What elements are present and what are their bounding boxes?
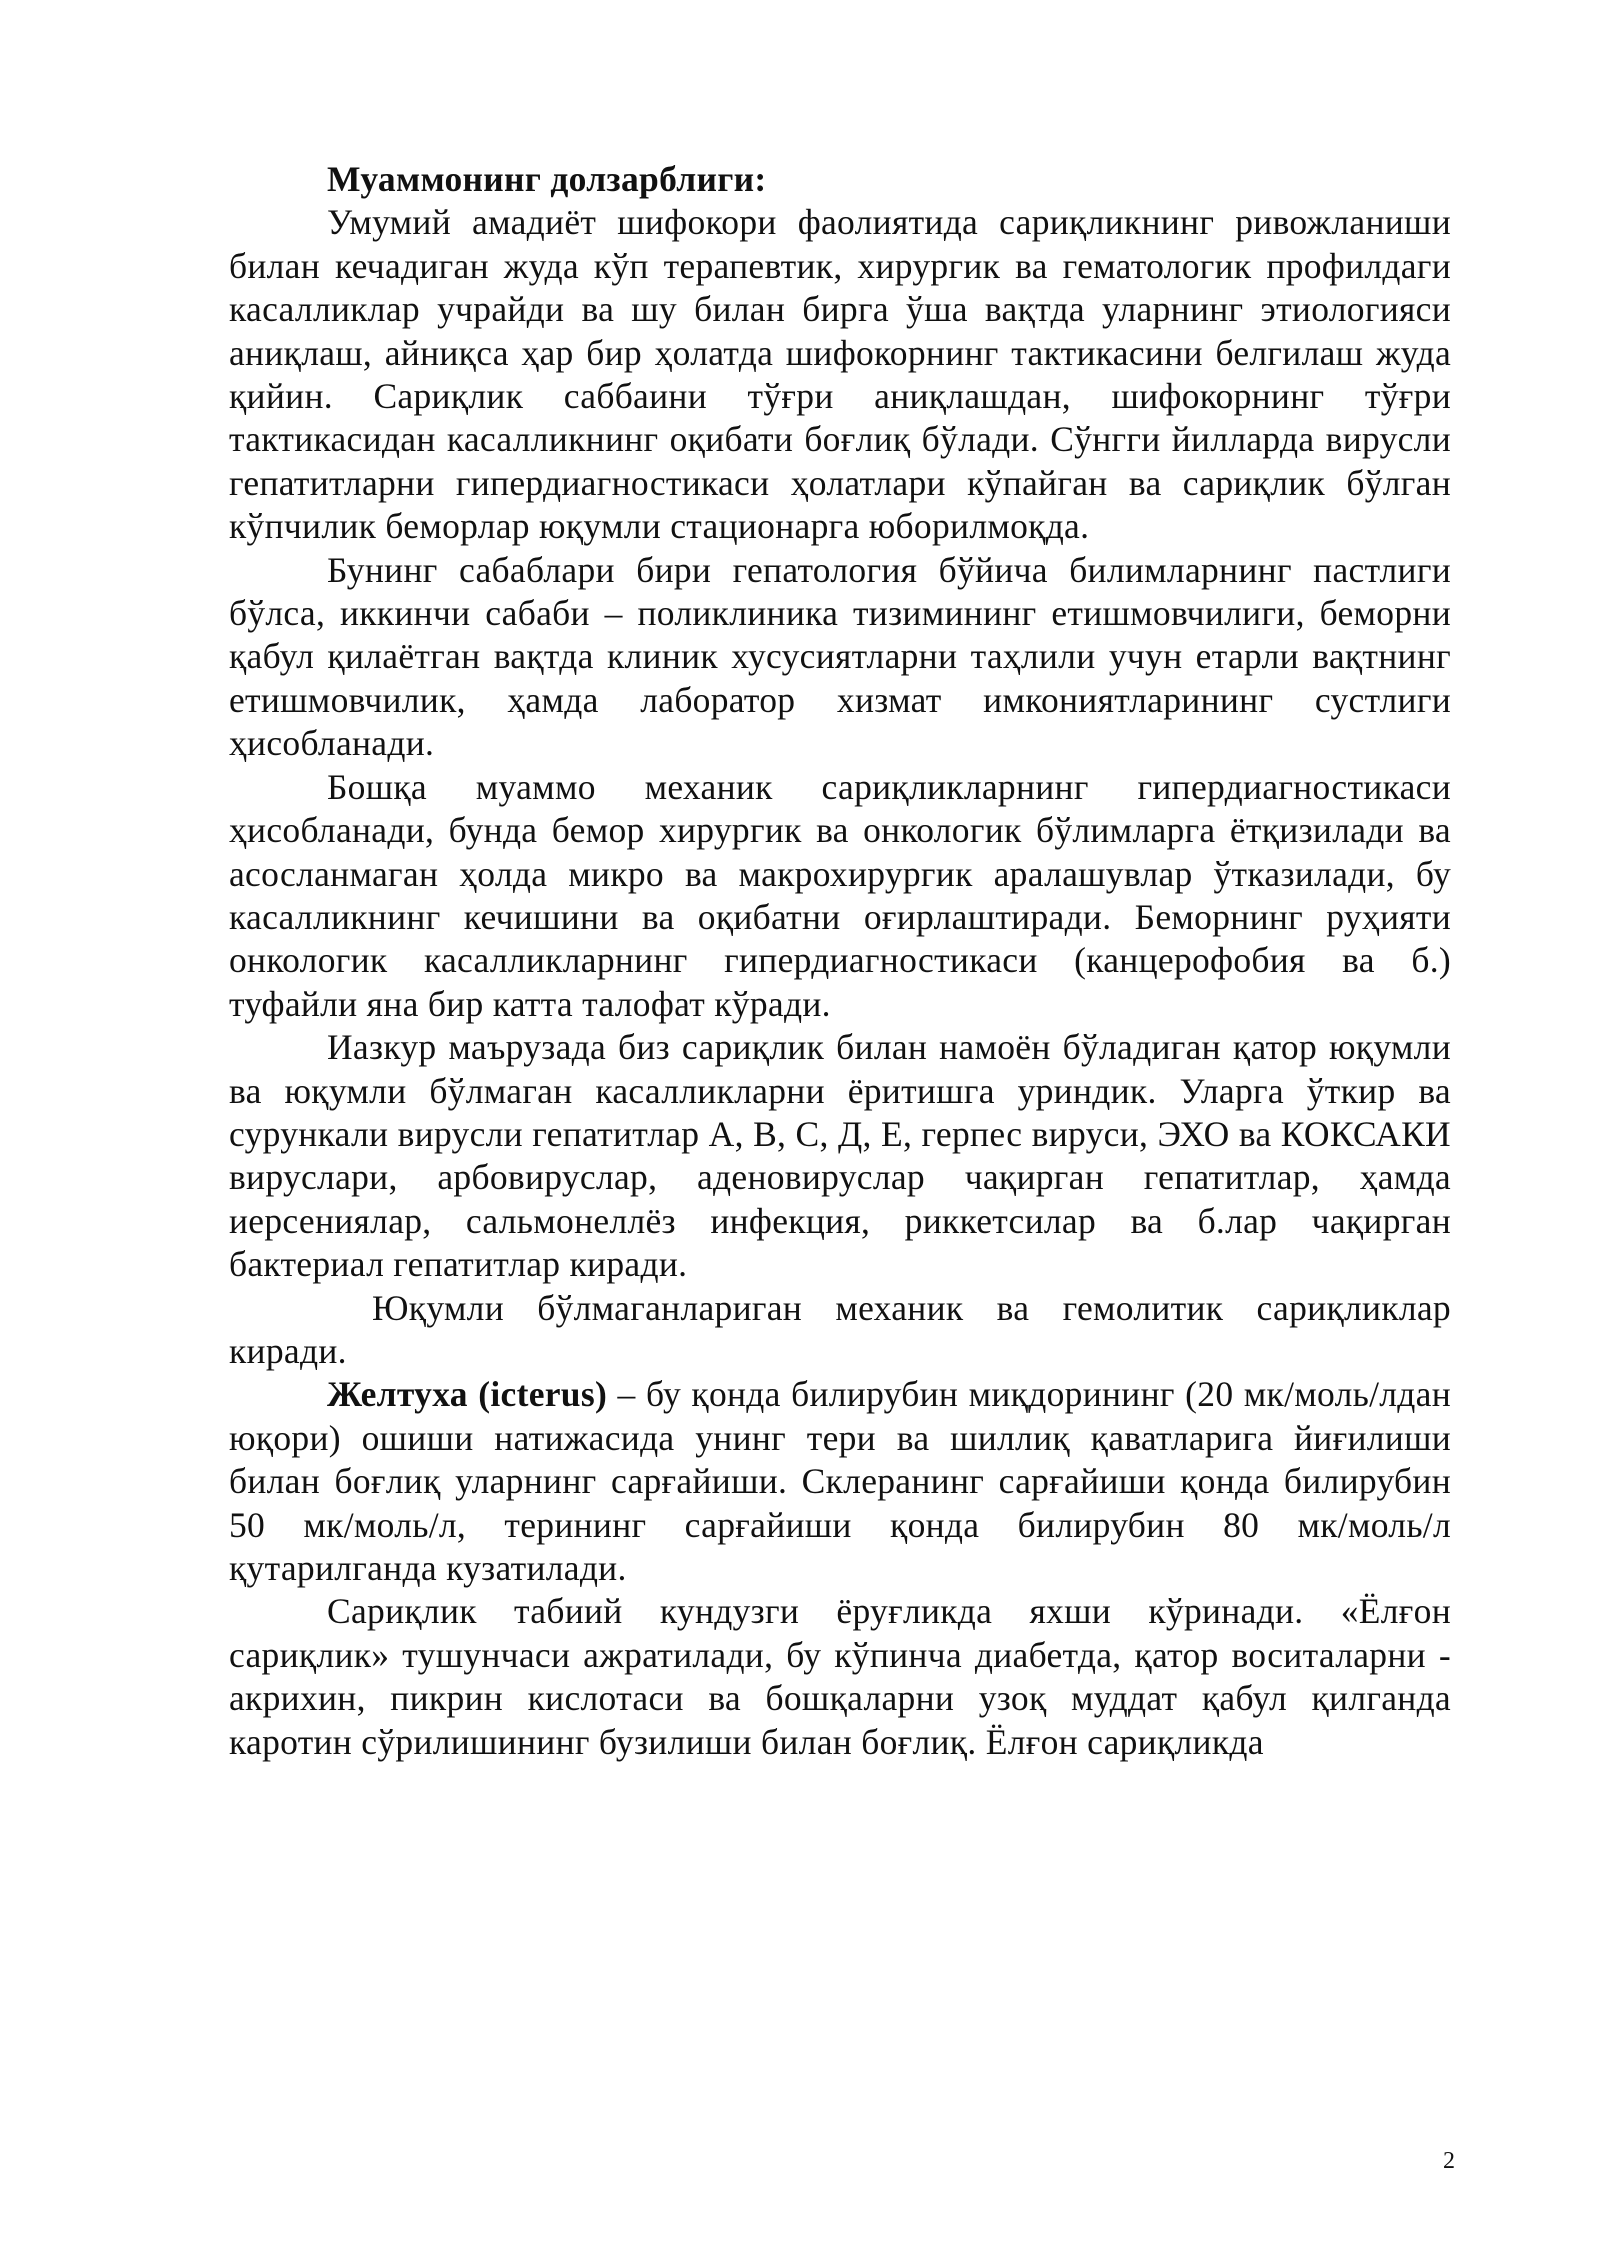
- paragraph-lecture-scope: Иазкур маърузада биз сариқлик билан намоён бўладиган қатор юқумли ва юқумли бўлмаган касалликларни ёритишга уриндик. Уларга ўткир ва сурункали вирусли гепатитлар А, В, С, Д, Е, герпес вируси, ЭХО ва КОКСАКИ вируслари, арбовируслар, аденовируслар чақирган гепатитлар, ҳамда иерсениялар, сальмонеллёз инфекция, риккетсилар ва б.лар чақирган бактериал гепатитлар киради.: [229, 1027, 1451, 1285]
- jaundice-term: Желтуха (icterus): [327, 1374, 608, 1415]
- paragraph-mechanical-jaundice: Бошқа муаммо механик сариқликларнинг гипердиагностикаси ҳисобланади, бунда бемор хирургик ва онкологик бўлимларга ётқизилади ва асосланмаган ҳолда микро ва макрохирургик аралашувлар ўтказилади, бу касалликнинг кечишини ва оқибатни оғирлаштиради. Беморнинг руҳияти онкологик касалликларнинг гипердиагностикаси (канцерофобия ва б.) туфайли яна бир катта талофат кўради.: [229, 766, 1451, 1024]
- paragraph-jaundice-definition: [229, 1373, 1451, 1590]
- section-heading: Муаммонинг долзарблиги:: [327, 159, 767, 199]
- jaundice-definition-text: – бу қонда билирубин миқдорининг (20 мк/моль/лдан юқори) ошиши натижасида унинг тери ва шиллиқ қаватларига йиғилиши билан боғлиқ уларнинг сарғайиши. Склеранинг сарғайиши қонда билирубин 50 мк/моль/л, терининг сарғайиши қонда билирубин 80 мк/моль/л қутарилганда кузатилади.: [229, 1374, 1451, 1588]
- paragraph-relevance: Умумий амадиёт шифокори фаолиятида сариқликнинг ривожланиши билан кечадиган жуда кўп терапевтик, хирургик ва гематологик профилдаги касалликлар учрайди ва шу билан бирга ўша вақтда уларнинг этиологияси аниқлаш, айниқса ҳар бир ҳолатда шифокорнинг тактикасини белгилаш жуда қийин. Сариқлик саббаини тўғри аниқлашдан, шифокорнинг тўғри тактикасидан касалликнинг оқибати боғлиқ бўлади. Сўнгги йилларда вирусли гепатитларни гипердиагностикаси ҳолатлари кўпайган ва сариқлик бўлган кўпчилик беморлар юқумли стационарга юборилмоқда.: [229, 202, 1451, 547]
- paragraph-causes: Бунинг сабаблари бири гепатология бўйича билимларнинг пастлиги бўлса, иккинчи сабаби – поликлиника тизимининг етишмовчилиги, беморни қабул қилаётган вақтда клиник хусусиятларни таҳлили учун етарли вақтнинг етишмовчилик, ҳамда лаборатор хизмат имкониятларининг сустлиги ҳисобланади.: [229, 549, 1451, 764]
- paragraph-false-jaundice: Сариқлик табиий кундузги ёруғликда яхши кўринади. «Ёлғон сариқлик» тушунчаси ажратилади, бу кўпинча диабетда, қатор воситаларни - акрихин, пикрин кислотаси ва бошқаларни узоқ муддат қабул қилганда каротин сўрилишининг бузилиши билан боғлиқ. Ёлғон сариқликда: [229, 1591, 1451, 1762]
- page-number: 2: [1443, 2148, 1455, 2174]
- document-body: [229, 158, 1451, 1764]
- paragraph-noninfectious: Юқумли бўлмаганлариган механик ва гемолитик сариқликлар киради.: [229, 1287, 1451, 1371]
